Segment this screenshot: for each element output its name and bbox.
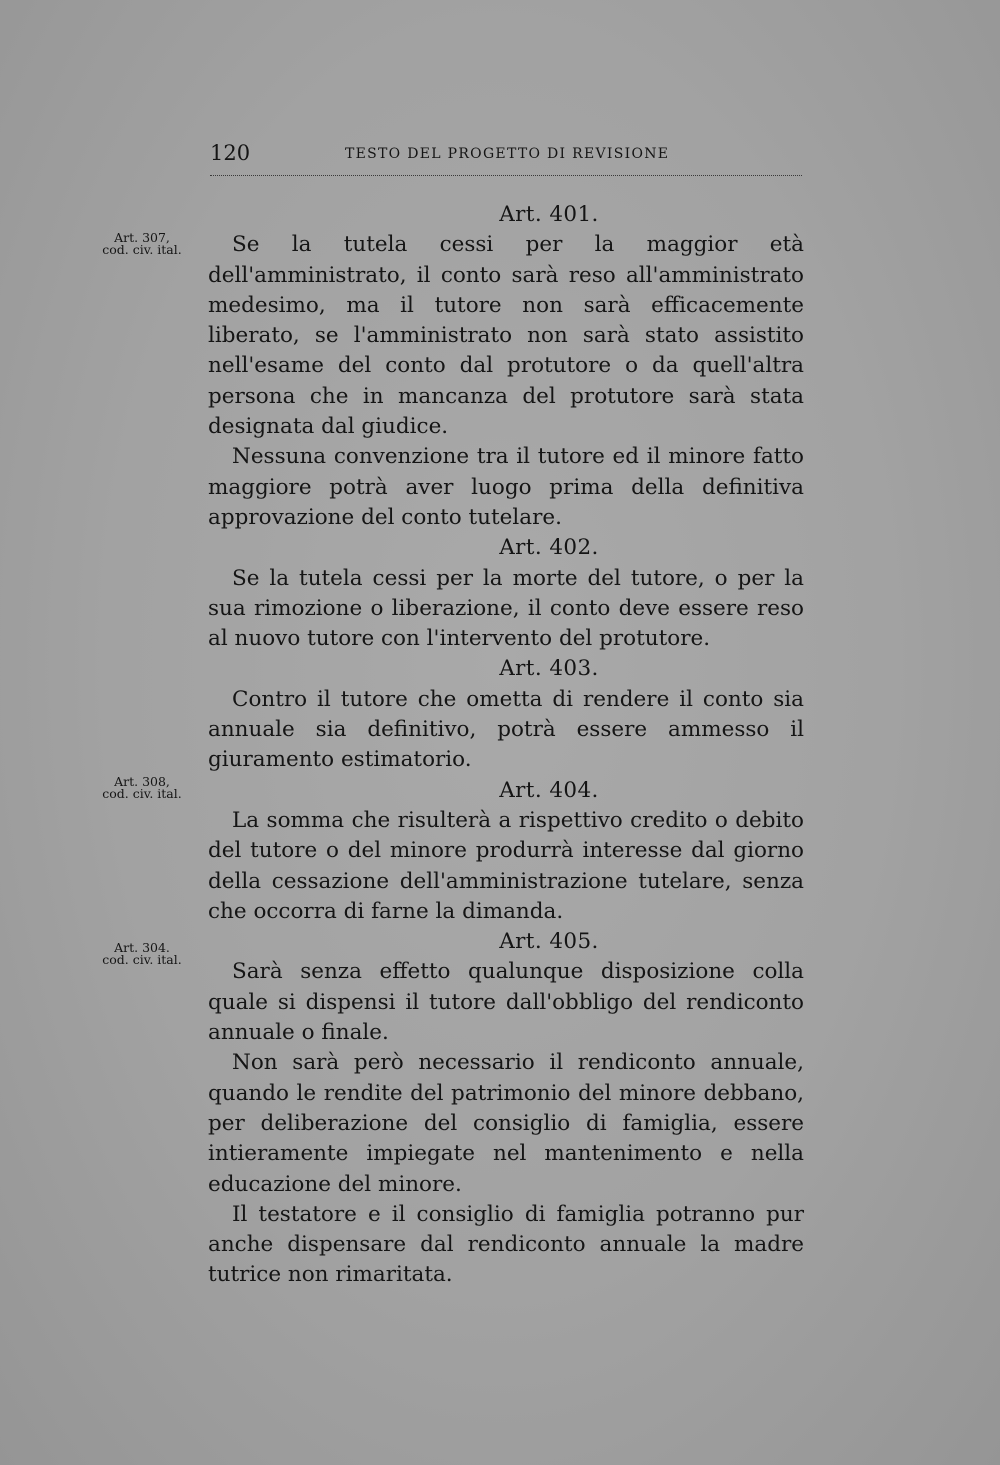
margin-note-code: cod. civ. ital. (102, 242, 182, 257)
margin-note-article: Art. 308, (114, 774, 170, 789)
article-403 (208, 654, 804, 775)
page-number: 120 (210, 141, 251, 165)
margin-note (92, 776, 192, 800)
article-paragraph: Se la tutela cessi per la morte del tutore, o per la sua rimozione o liberazione, il conto deve essere reso al nuovo tutore con l'intervento del protutore. (208, 565, 804, 652)
page-body (208, 200, 804, 1291)
article-paragraph: Sarà senza effetto qualunque disposizione colla quale si dispensi il tutore dall'obbligo del rendiconto annuale o finale. (208, 959, 804, 1046)
margin-note (92, 942, 192, 966)
article-paragraph: Contro il tutore che ometta di rendere il conto sia annuale sia definitivo, potrà essere ammesso il giuramento estimatorio. (208, 686, 804, 773)
page-header (210, 141, 802, 176)
running-title: TESTO DEL PROGETTO DI REVISIONE (345, 146, 670, 162)
article-paragraph: Non sarà però necessario il rendiconto annuale, quando le rendite del patrimonio del minore debbano, per deliberazione del consiglio di famiglia, essere intieramente impiegate nel mantenimento e nella educazione del minore. (208, 1050, 804, 1197)
article-heading: Art. 402. (499, 535, 599, 561)
article-402 (208, 533, 804, 654)
article-401 (208, 200, 804, 533)
margin-note-article: Art. 304. (114, 940, 170, 955)
margin-note (92, 232, 192, 256)
margin-note-code: cod. civ. ital. (102, 952, 182, 967)
article-paragraph: Nessuna convenzione tra il tutore ed il minore fatto maggiore potrà aver luogo prima della definitiva approvazione del conto tutelare. (208, 444, 804, 530)
article-404 (208, 776, 804, 927)
article-heading: Art. 401. (499, 202, 599, 227)
article-heading: Art. 403. (499, 656, 599, 682)
margin-note-article: Art. 307, (114, 230, 170, 245)
article-paragraph: Se la tutela cessi per la maggior età dell'amministrato, il conto sarà reso all'amministrato medesimo, ma il tutore non sarà efficacemente liberato, se l'amministrato non sarà stato assistito nell'esame del conto dal protutore o da quell'altra persona che in mancanza del protutore sarà stata designata dal giudice. (208, 232, 804, 440)
article-heading: Art. 404. (499, 777, 599, 803)
margin-note-code: cod. civ. ital. (102, 786, 182, 801)
article-paragraph: Il testatore e il consiglio di famiglia potranno pur anche dispensare dal rendiconto annuale la madre tutrice non rimaritata. (208, 1201, 804, 1288)
article-paragraph: La somma che risulterà a rispettivo credito o debito del tutore o del minore produrrà interesse dal giorno della cessazione dell'amministrazione tutelare, senza che occorra di farne la dimanda. (208, 807, 804, 924)
article-405 (208, 927, 804, 1291)
article-heading: Art. 405. (499, 929, 599, 955)
